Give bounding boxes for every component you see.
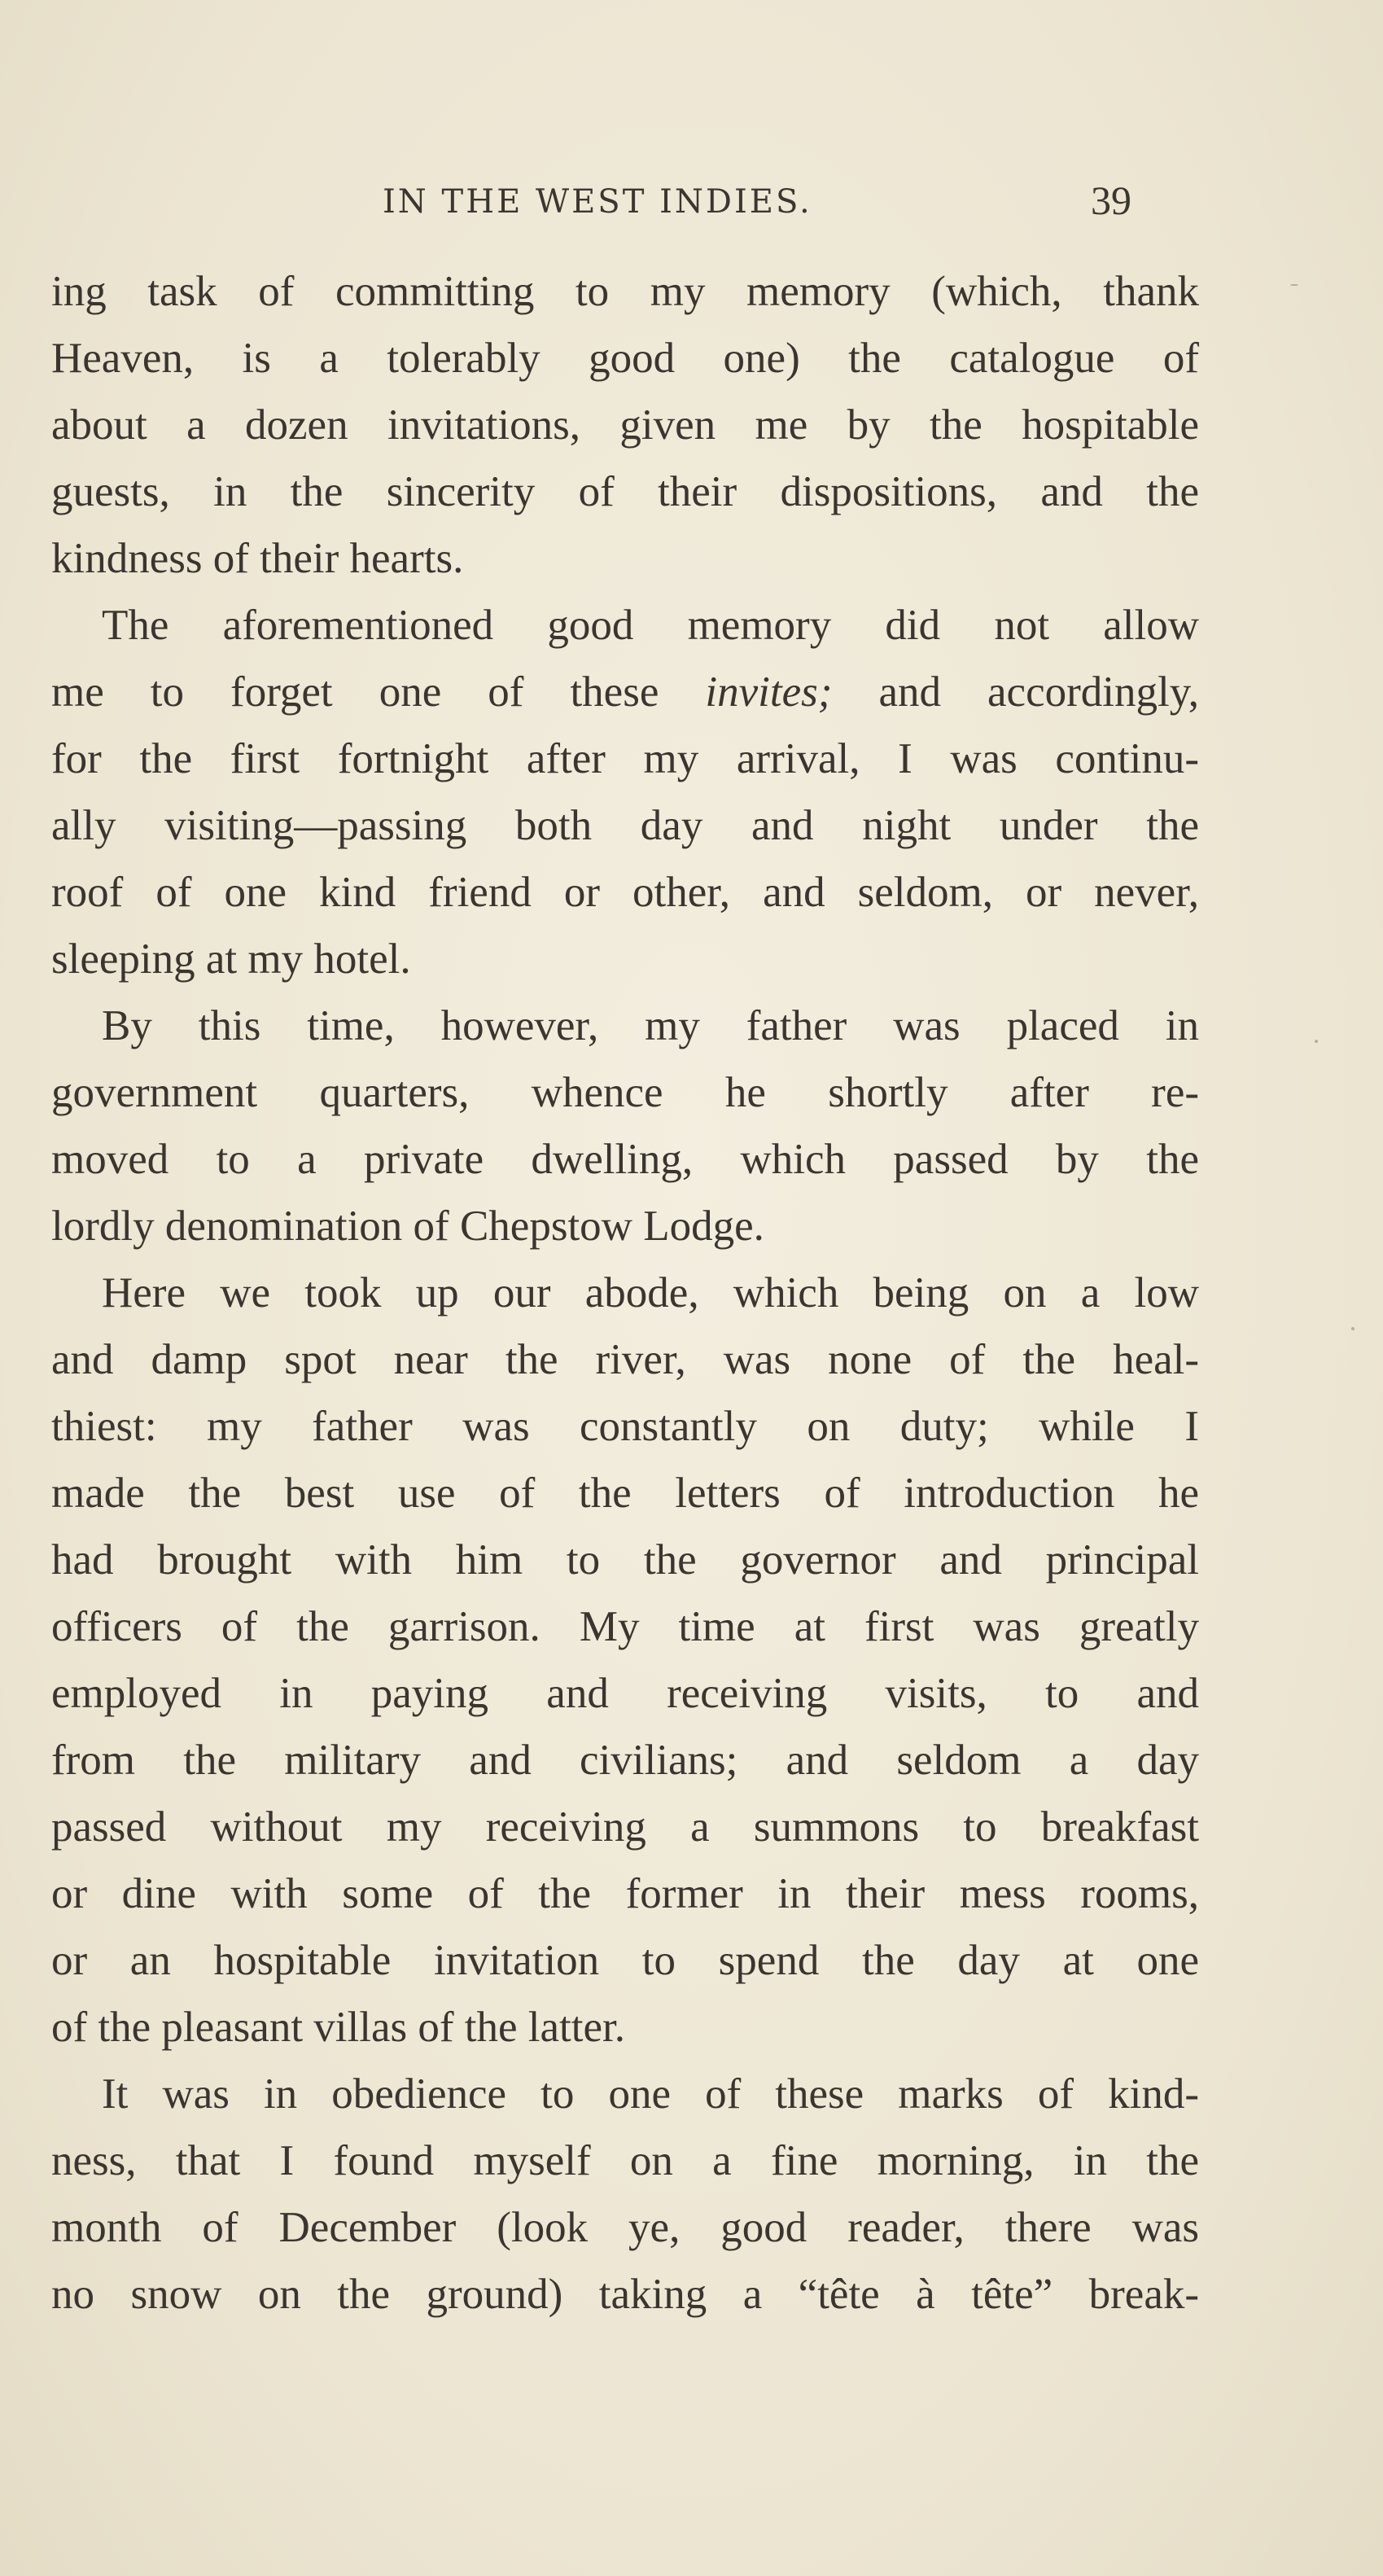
text-line: or an hospitable invitation to spend the day at one xyxy=(51,1937,1199,1984)
text-line: ness, that I found myself on a fine morning, in the xyxy=(51,2137,1199,2184)
text-line: for the first fortnight after my arrival, I was continu- xyxy=(51,735,1199,782)
text-line: had brought with him to the governor and principal xyxy=(51,1536,1199,1584)
text-line: thiest: my father was constantly on duty; while I xyxy=(51,1403,1199,1450)
text-line: or dine with some of the former in their mess rooms, xyxy=(51,1870,1199,1917)
text-line: moved to a private dwelling, which passed by the xyxy=(51,1136,1199,1183)
text-line: lordly denomination of Chepstow Lodge. xyxy=(51,1203,764,1250)
text-line: Here we took up our abode, which being on a low xyxy=(102,1269,1199,1316)
text-line: from the military and civilians; and seldom a day xyxy=(51,1737,1199,1784)
text-line: employed in paying and receiving visits, to and xyxy=(51,1670,1199,1717)
text-line: about a dozen invitations, given me by the hospitable xyxy=(51,401,1199,449)
text-line: guests, in the sincerity of their dispositions, and the xyxy=(51,468,1199,515)
text-line: month of December (look ye, good reader, there was xyxy=(51,2204,1199,2251)
text-line: Heaven, is a tolerably good one) the catalogue of xyxy=(51,335,1199,382)
paper-speck xyxy=(1315,1040,1318,1043)
text-line: ally visiting—passing both day and night under the xyxy=(51,802,1199,849)
text-line: made the best use of the letters of introduction he xyxy=(51,1470,1199,1517)
paper-speck xyxy=(1351,1327,1355,1330)
text-line: of the pleasant villas of the latter. xyxy=(51,2004,625,2051)
paper-speck xyxy=(1290,284,1298,286)
text-line: and damp spot near the river, was none of the heal- xyxy=(51,1336,1199,1383)
italic-word: invites; xyxy=(705,668,833,716)
body-text xyxy=(51,258,1199,2328)
text-line: By this time, however, my father was placed in xyxy=(102,1002,1199,1049)
page-header xyxy=(0,167,1383,232)
text-line: ing task of committing to my memory (which, thank xyxy=(51,268,1199,315)
text-line: officers of the garrison. My time at first was greatly xyxy=(51,1603,1199,1650)
text-line: roof of one kind friend or other, and seldom, or never, xyxy=(51,869,1199,916)
text-line: The aforementioned good memory did not allow xyxy=(102,602,1199,649)
text-line: me to forget one of these invites; and accordingly, xyxy=(51,668,1199,716)
running-title: IN THE WEST INDIES. xyxy=(383,183,812,221)
text-line: It was in obedience to one of these marks of kind- xyxy=(102,2070,1199,2118)
text-line: government quarters, whence he shortly after re- xyxy=(51,1069,1199,1116)
text-line: passed without my receiving a summons to breakfast xyxy=(51,1803,1199,1851)
page-number: 39 xyxy=(1091,177,1131,223)
text-line: kindness of their hearts. xyxy=(51,535,464,582)
text-line: sleeping at my hotel. xyxy=(51,935,411,983)
text-line: no snow on the ground) taking a “tête à tête” break- xyxy=(51,2271,1199,2318)
